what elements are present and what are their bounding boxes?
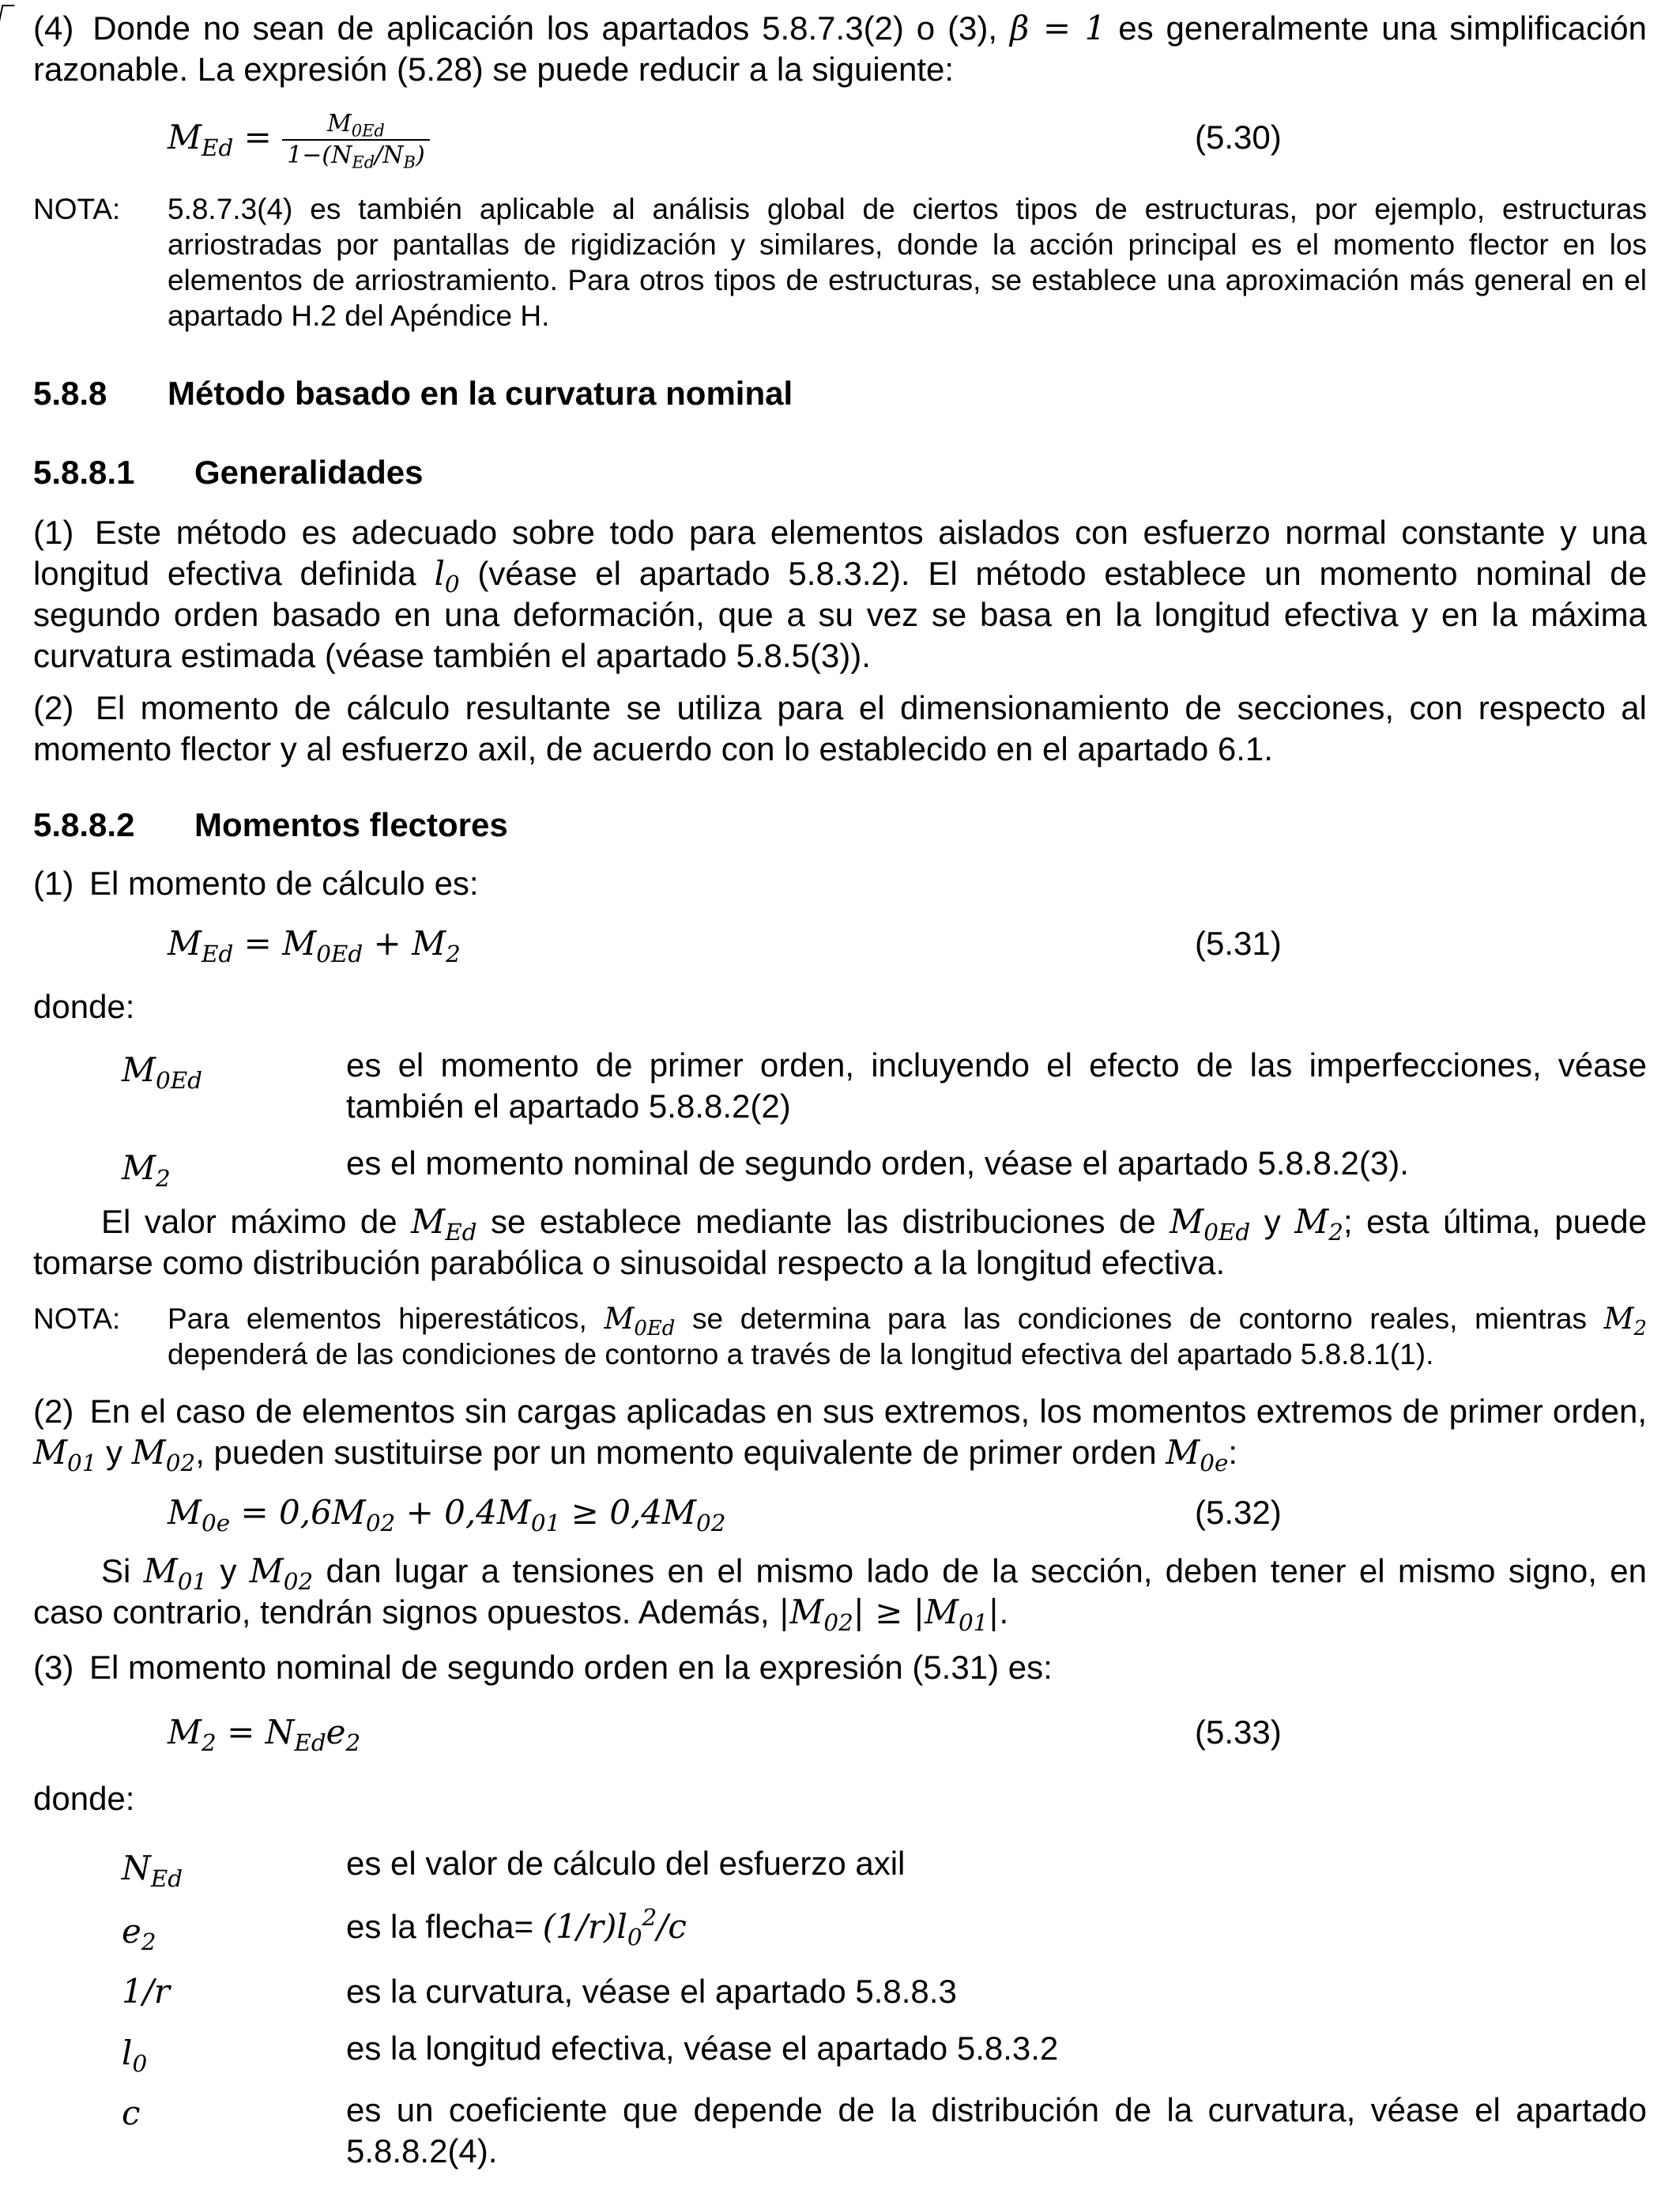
definition-text: es un coeficiente que depende de la distribución de la curvatura, véase el apartado 5.8.8.2(4). bbox=[346, 2091, 1647, 2169]
definition-symbol: $N_{Ed}$ bbox=[122, 1849, 183, 1892]
definition-symbol: $l_0$ bbox=[122, 2034, 148, 2077]
note-label: NOTA: bbox=[33, 1302, 121, 1335]
equation-5-32: $M_{0e} = 0,6M_{02} + 0,4M_{01} \ge 0,4M_{02}$ bbox=[168, 1493, 726, 1536]
equation-5-33: $M_2 = N_{Ed}e_2$ bbox=[168, 1713, 361, 1756]
paragraph-signs: Si $M_{01}$ y $M_{02}$ dan lugar a tensiones en el mismo lado de la sección, deben tener el mismo signo, en caso contrario, tendrán signos opuestos. Además, $|M_{02}| \ge |M_{01}|$. bbox=[33, 1551, 1647, 1636]
paragraph-3: (3) El momento nominal de segundo orden en la expresión (5.31) es: bbox=[33, 1649, 1053, 1686]
section-number: 5.8.8.1 bbox=[33, 454, 135, 491]
equation-number: (5.30) bbox=[1195, 119, 1282, 156]
note-1 bbox=[33, 191, 1647, 334]
definition-symbol: $M_2$ bbox=[122, 1148, 171, 1192]
definition-text: es la flecha= $(1/r)l_0^2/c$ bbox=[346, 1903, 687, 1951]
paragraph-text: Donde no sean de aplicación los apartados 5.8.7.3(2) o (3), bbox=[92, 9, 998, 47]
note-text: 5.8.7.3(4) es también aplicable al análisis global de ciertos tipos de estructuras, por ejemplo, estructuras arriostradas por pantallas de rigidización y similares, donde la acción principal es el momento flector en los elementos de arriostramiento. Para otros tipos de estructuras, se establece una aproximación más general en el apartado H.2 del Apéndice H. bbox=[168, 193, 1647, 332]
beta-symbol: β = 1 bbox=[1009, 9, 1106, 47]
paragraph-1: (1) Este método es adecuado sobre todo para elementos aislados con esfuerzo normal constante y una longitud efectiva definida $l_0$ (véase el apartado 5.8.3.2). El método establece un momento nominal de segundo orden basado en una deformación, que a su vez se basa en la longitud efectiva y en la máxima curvatura estimada (véase también el apartado 5.8.5(3)). bbox=[33, 514, 1648, 674]
paragraph-number: (4) bbox=[33, 9, 74, 47]
note-text: Para elementos hiperestáticos, $M_{0Ed}$ se determina para las condiciones de contorno reales, mientras $M_2$ dependerá de las condiciones de contorno a través de la longitud efectiva del apartado 5.8.8.1(1). bbox=[168, 1302, 1648, 1370]
donde-label: donde: bbox=[33, 1780, 135, 1817]
section-heading-5-8-8 bbox=[33, 373, 793, 414]
definition-symbol: $e_2$ bbox=[122, 1912, 156, 1955]
definition-symbol: $M_{0Ed}$ bbox=[122, 1050, 202, 1094]
section-number: 5.8.8.2 bbox=[33, 806, 135, 843]
definition-symbol: 1/r bbox=[122, 1972, 170, 2011]
equation-5-31: $M_{Ed} = M_{0Ed} + M_2$ bbox=[168, 924, 461, 967]
section-heading-5-8-8-1 bbox=[33, 452, 423, 493]
definition-symbol: c bbox=[122, 2094, 141, 2132]
section-title: Momentos flectores bbox=[194, 806, 508, 843]
section-heading-5-8-8-2 bbox=[33, 805, 508, 846]
equation-number: (5.33) bbox=[1195, 1713, 1282, 1751]
fraction: $\frac{M_{0Ed}}{1-(N_{Ed}/N_B)}$ bbox=[282, 109, 429, 171]
paragraph-1-moments: (1) El momento de cálculo es: bbox=[33, 865, 479, 902]
equation-5-30: $M_{Ed}$ = $\frac{M_{0Ed}}{1-(N_{Ed}/N_B)}$ bbox=[168, 109, 430, 171]
definition-text: es la curvatura, véase el apartado 5.8.8.3 bbox=[346, 1973, 957, 2010]
section-title: Método basado en la curvatura nominal bbox=[168, 375, 793, 412]
donde-label: donde: bbox=[33, 988, 135, 1025]
definition-text: es el momento nominal de segundo orden, véase el apartado 5.8.8.2(3). bbox=[346, 1144, 1409, 1182]
definition-text: es el momento de primer orden, incluyendo el efecto de las imperfecciones, véase también el apartado 5.8.8.2(2) bbox=[346, 1046, 1647, 1125]
paragraph-max-value: El valor máximo de $M_{Ed}$ se establece mediante las distribuciones de $M_{0Ed}$ y $M_2$; esta última, puede tomarse como distribución parabólica o sinusoidal respecto a la longitud efectiva. bbox=[33, 1202, 1648, 1281]
margin-mark bbox=[0, 5, 15, 24]
section-title: Generalidades bbox=[194, 454, 424, 491]
paragraph-2-equivalent: (2) En el caso de elementos sin cargas aplicadas en sus extremos, los momentos extremos de primer orden, $M_{01}$ y $M_{02}$, pueden sustituirse por un momento equivalente de primer orden $M_{0e}$: bbox=[33, 1393, 1648, 1476]
paragraph-2: (2) El momento de cálculo resultante se utiliza para el dimensionamiento de secciones, con respecto al momento flector y al esfuerzo axil, de acuerdo con lo establecido en el apartado 6.1. bbox=[33, 689, 1648, 767]
definition-text: es la longitud efectiva, véase el apartado 5.8.3.2 bbox=[346, 2030, 1059, 2067]
paragraph-text-rest: es generalmente una simplificación razonable. La expresión (5.28) se puede reducir a la siguiente: bbox=[33, 9, 1647, 88]
note-2 bbox=[33, 1301, 1647, 1372]
definition-text: es el valor de cálculo del esfuerzo axil bbox=[346, 1845, 906, 1882]
equation-number: (5.31) bbox=[1195, 925, 1282, 962]
note-label: NOTA: bbox=[33, 193, 121, 225]
equation-number: (5.32) bbox=[1195, 1494, 1282, 1531]
section-number: 5.8.8 bbox=[33, 375, 107, 412]
paragraph-4 bbox=[33, 8, 1647, 90]
l0-symbol: $l_0$ bbox=[434, 554, 460, 598]
deflection-formula: $(1/r)l_0^2/c$ bbox=[542, 1903, 687, 1951]
